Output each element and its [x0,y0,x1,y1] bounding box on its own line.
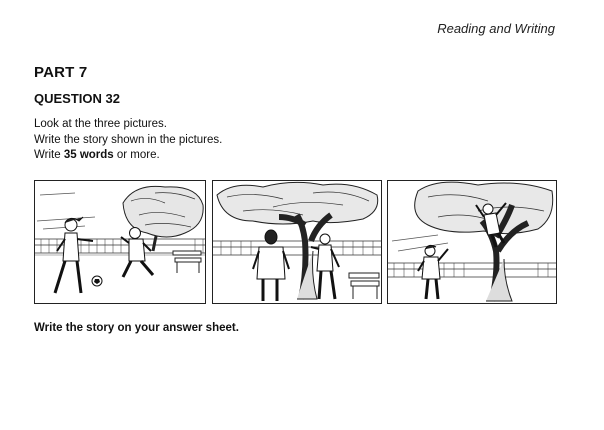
tree-bench-picture [213,181,381,303]
instruction-line-3-start: Write [34,149,64,161]
picture-3 [387,180,557,304]
instruction-line-3-end: or more. [113,149,160,161]
word-count: 35 words [63,149,114,161]
question-title: QUESTION 32 [34,91,120,106]
boy-in-tree-picture [388,181,556,303]
part-title: PART 7 [34,64,88,81]
instruction-line-1: Look at the three pictures. [34,118,167,130]
picture-1 [34,180,206,304]
answer-sheet-instruction: Write the story on your answer sheet. [34,322,239,334]
instruction-line-3 [34,148,222,164]
windy-park-football-picture [35,181,205,303]
instruction-line-2: Write the story shown in the pictures. [34,133,223,146]
picture-2 [212,180,382,304]
instructions [34,117,222,164]
section-title: Reading and Writing [437,21,555,36]
